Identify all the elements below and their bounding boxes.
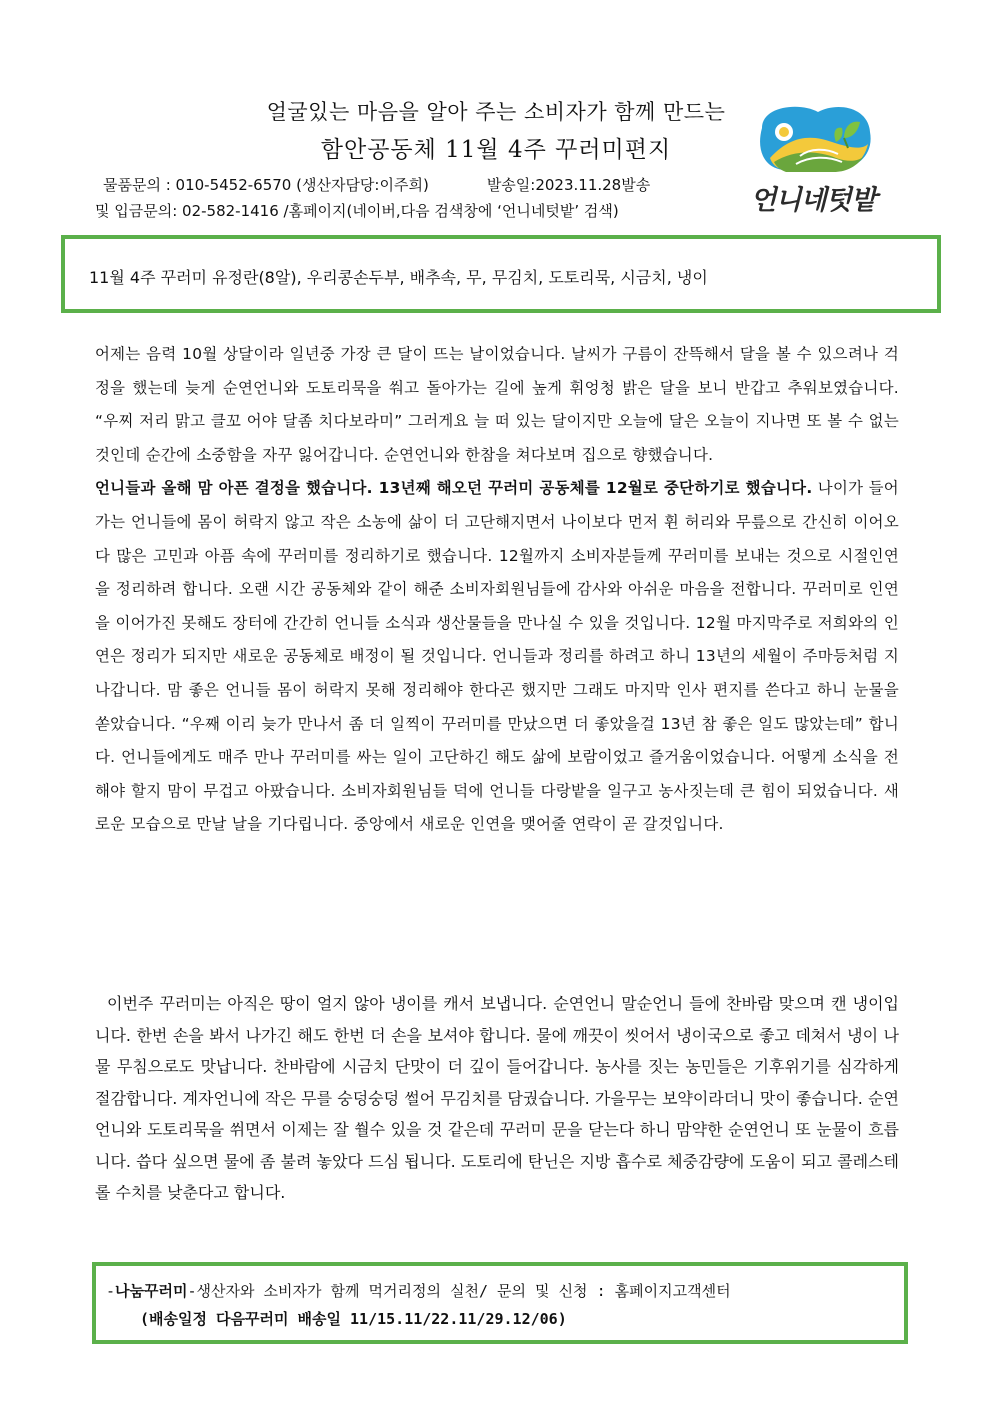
contact-line <box>103 174 650 195</box>
items-list: 11월 4주 꾸러미 유정란(8알), 우리콩손두부, 배추속, 무, 무김치, 도토리묵, 시금치, 냉이 <box>89 268 708 287</box>
header-subtitle: 얼굴있는 마음을 알아 주는 소비자가 함께 만드는 <box>266 100 726 124</box>
letter-paragraph-1: 어제는 음력 10월 상달이라 일년중 가장 큰 달이 뜨는 날이었습니다. 날씨가 구름이 잔뜩해서 달을 볼 수 있으려나 걱정을 했는데 늦게 순연언니와 도토리묵을 쒀고 돌아가는 길에 높게 휘엉청 밝은 달을 보니 반갑고 추워보였습니다. “우찌 저리 맑고 클꼬 어야 달좀 치다보라미” 그러게요 늘 떠 있는 달이지만 오늘에 달은 오늘이 지나면 또 볼 수 없는 것인데 순간에 소중함을 자꾸 잃어갑니다. 순연언니와 한참을 쳐다보며 집으로 향했습니다. <box>95 345 899 464</box>
contact-phone: 물품문의 : 010-5452-6570 (생산자담당:이주희) <box>103 176 429 194</box>
items-note-paragraph: 이번주 꾸러미는 아직은 땅이 얼지 않아 냉이를 캐서 보냅니다. 순연언니 말순언니 들에 찬바람 맞으며 캔 냉이입니다. 한번 손을 봐서 나가긴 해도 한번 더 손을 보셔야 합니다. 물에 깨끗이 씻어서 냉이국으로 좋고 데쳐서 냉이 나물 무침으로도 맛납니다. 찬바람에 시금치 단맛이 더 깊이 들어갑니다. 농사를 짓는 농민들은 기후위기를 심각하게 절감합니다. 계자언니에 작은 무를 숭덩숭덩 썰어 무김치를 담궜습니다. 가을무는 보약이라더니 맛이 좋습니다. 순연언니와 도토리묵을 쒸면서 이제는 잘 쒈수 있을 것 같은데 꾸러미 문을 닫는다 하니 맘약한 순연언니 또 눈물이 흐릅니다. 씁다 싶으면 물에 좀 불려 놓았다 드심 됩니다. 도토리에 탄닌은 지방 흡수로 체중감량에 도움이 되고 콜레스테롤 수치를 낮춘다고 합니다. <box>95 994 899 1202</box>
share-lead: - <box>106 1282 116 1300</box>
letter-body <box>95 338 899 842</box>
delivery-schedule: (배송일정 다음꾸러미 배송일 11/15.11/22.11/29.12/06) <box>140 1310 567 1328</box>
share-label: 나눔꾸러미 <box>115 1282 188 1300</box>
ship-date: 발송일:2023.11.28발송 <box>486 176 651 194</box>
unnine-logo <box>740 98 890 218</box>
payment-line: 및 입금문의: 02-582-1416 /홈페이지(네이버,다음 검색창에 ‘언니네텃밭’ 검색) <box>95 202 619 220</box>
letter-paragraph-2 <box>95 472 899 842</box>
logo-text: 언니네텃밭 <box>750 185 876 216</box>
letter-announcement: 언니들과 올해 맘 아픈 결정을 했습니다. 13년째 해오던 꾸러미 공동체를 12월로 중단하기로 했습니다. <box>95 479 813 498</box>
share-info <box>106 1280 731 1301</box>
items-note <box>95 988 899 1209</box>
items-box <box>61 235 941 313</box>
share-text: -생산자와 소비자가 함께 먹거리정의 실천/ 문의 및 신청 : 홈페이지고객센터 <box>187 1282 731 1300</box>
share-box <box>92 1262 908 1344</box>
header-title: 함안공동체 11월 4주 꾸러미편지 <box>320 137 672 163</box>
letter-header <box>0 0 992 230</box>
letter-paragraph-2-text: 나이가 들어가는 언니들에 몸이 허락지 않고 작은 소농에 삶이 더 고단해지면서 나이보다 먼저 휜 허리와 무릎으로 간신히 이어오다 많은 고민과 아픔 속에 꾸러미를 정리하기로 했습니다. 12월까지 소비자분들께 꾸러미를 보내는 것으로 시절인연을 정리하려 합니다. 오랜 시간 공동체와 같이 해준 소비자회원님들에 감사와 아쉬운 마음을 전합니다. 꾸러미로 인연을 이어가진 못해도 장터에 간간히 언니들 소식과 생산물들을 만나실 수 있을 것입니다. 12월 마지막주로 저희와의 인연은 정리가 되지만 새로운 공동체로 배정이 될 것입니다. 언니들과 정리를 하려고 하니 13년의 세월이 주마등처럼 지나갑니다. 맘 좋은 언니들 몸이 허락지 못해 정리해야 한다곤 했지만 그래도 마지막 인사 편지를 쓴다고 하니 눈물을 쏟았습니다. “우째 이리 늦가 만나서 좀 더 일찍이 꾸러미를 만났으면 더 좋았을걸 13년 참 좋은 일도 많았는데” 합니다. 언니들에게도 매주 만나 꾸러미를 싸는 일이 고단하긴 해도 삶에 보람이었고 즐거움이었습니다. 어떻게 소식을 전해야 할지 맘이 무겁고 아팠습니다. 소비자회원님들 덕에 언니들 다랑밭을 일구고 농사짓는데 큰 힘이 되었습니다. 새로운 모습으로 만날 날을 기다립니다. 중앙에서 새로운 인연을 맺어줄 연락이 곧 갈것입니다. <box>95 479 899 834</box>
